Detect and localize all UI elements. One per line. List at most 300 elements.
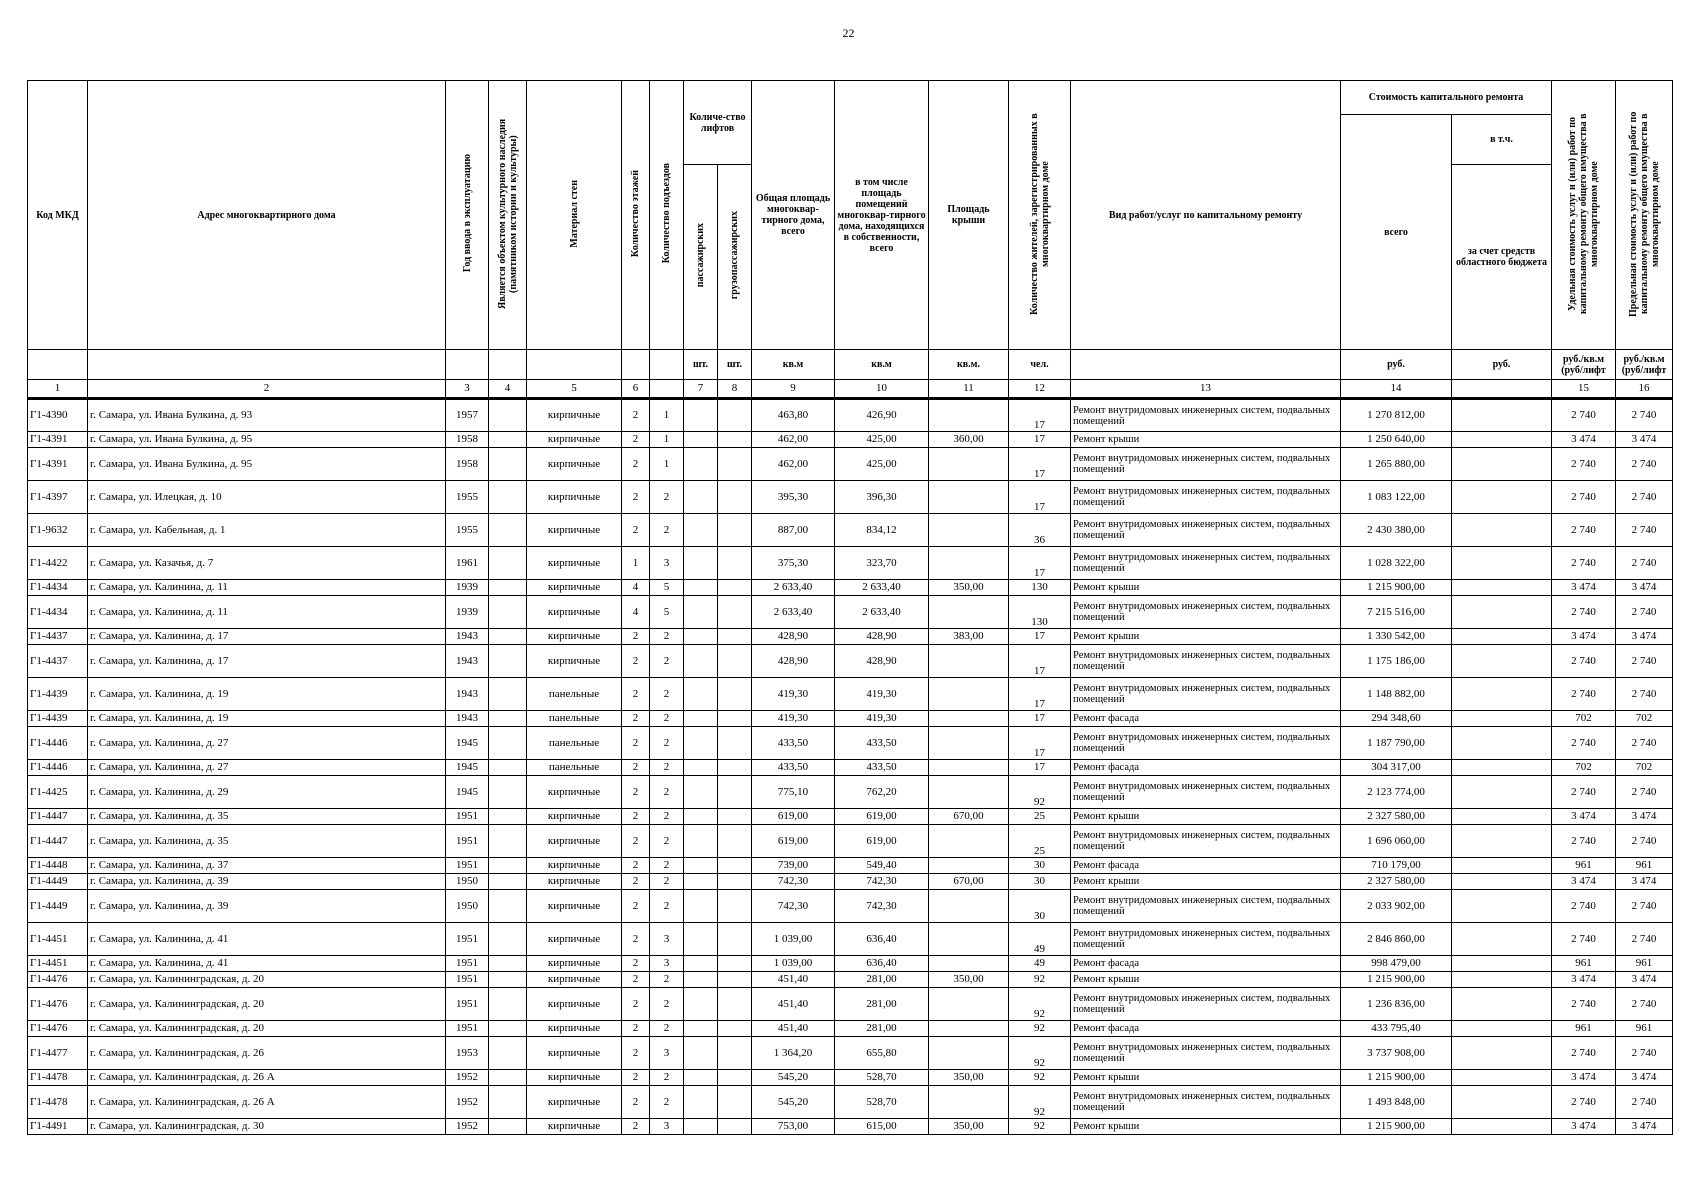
table-body [28,399,1673,1135]
cell-roof: 350,00 [929,580,1009,596]
cell-empty [684,678,718,711]
cell-wall: кирпичные [527,776,622,809]
cell-year: 1945 [446,776,489,809]
cell-empty [1452,1021,1552,1037]
page-number: 22 [842,26,855,40]
cell-ent: 2 [650,988,684,1021]
cell-empty [718,1119,752,1135]
cell-work: Ремонт крыши [1071,972,1341,988]
cell-empty [718,988,752,1021]
cell-wall: панельные [527,711,622,727]
cell-empty [718,874,752,890]
cell-year: 1957 [446,399,489,432]
cell-addr: г. Самара, ул. Казачья, д. 7 [88,547,446,580]
cell-year: 1958 [446,448,489,481]
cell-fl: 2 [622,776,650,809]
cell-roof [929,760,1009,776]
cell-l: 3 474 [1616,972,1673,988]
cell-empty [489,514,527,547]
cell-u: 702 [1552,760,1616,776]
cell-code: Г1-4391 [28,432,88,448]
cell-own: 433,50 [835,760,929,776]
cell-empty [684,890,718,923]
cell-roof [929,890,1009,923]
cell-u: 3 474 [1552,874,1616,890]
cell-ent: 3 [650,956,684,972]
cell-l: 3 474 [1616,629,1673,645]
cell-code: Г1-4390 [28,399,88,432]
cell-year: 1951 [446,858,489,874]
table-row [28,678,1673,711]
cell-u: 961 [1552,956,1616,972]
cell-l: 2 740 [1616,448,1673,481]
cell-empty [684,1037,718,1070]
cell-work: Ремонт внутридомовых инженерных систем, подвальных помещений [1071,727,1341,760]
header-cost-total: всего [1341,115,1452,350]
table-row [28,448,1673,481]
cell-work: Ремонт фасада [1071,956,1341,972]
cell-u: 2 740 [1552,776,1616,809]
cell-empty [1452,988,1552,1021]
table-row [28,580,1673,596]
cell-l: 2 740 [1616,727,1673,760]
cell-area: 419,30 [752,711,835,727]
cell-empty [718,727,752,760]
cell-roof [929,858,1009,874]
cell-u: 2 740 [1552,448,1616,481]
column-number: 9 [752,380,835,399]
cell-u: 961 [1552,858,1616,874]
cell-empty [489,972,527,988]
header-roof-area: Площадь крыши [929,81,1009,350]
cell-work: Ремонт крыши [1071,580,1341,596]
cell-res: 130 [1009,580,1071,596]
cell-area: 419,30 [752,678,835,711]
cell-wall: кирпичные [527,547,622,580]
cell-l: 3 474 [1616,580,1673,596]
cell-area: 739,00 [752,858,835,874]
cell-l: 702 [1616,711,1673,727]
cell-l: 702 [1616,760,1673,776]
cell-empty [684,874,718,890]
cell-cost: 3 737 908,00 [1341,1037,1452,1070]
table-row [28,825,1673,858]
cell-l: 961 [1616,956,1673,972]
cell-code: Г1-4476 [28,988,88,1021]
cell-addr: г. Самара, ул. Калинина, д. 39 [88,874,446,890]
cell-own: 396,30 [835,481,929,514]
cell-roof: 670,00 [929,874,1009,890]
cell-addr: г. Самара, ул. Калининградская, д. 20 [88,972,446,988]
cell-u: 3 474 [1552,1119,1616,1135]
cell-area: 1 039,00 [752,923,835,956]
table-row [28,1070,1673,1086]
cell-l: 961 [1616,1021,1673,1037]
cell-work: Ремонт крыши [1071,874,1341,890]
cell-wall: кирпичные [527,972,622,988]
cell-empty [684,858,718,874]
cell-res: 92 [1009,1070,1071,1086]
cell-year: 1943 [446,645,489,678]
cell-ent: 1 [650,432,684,448]
cell-empty [718,1070,752,1086]
header-cost-incl: в т.ч. [1452,115,1552,165]
cell-empty [1452,776,1552,809]
cell-empty [1452,760,1552,776]
cell-work: Ремонт внутридомовых инженерных систем, подвальных помещений [1071,645,1341,678]
cell-work: Ремонт крыши [1071,809,1341,825]
cell-code: Г1-4447 [28,825,88,858]
cell-roof: 350,00 [929,972,1009,988]
cell-fl: 2 [622,1086,650,1119]
cell-year: 1939 [446,596,489,629]
cell-u: 702 [1552,711,1616,727]
cell-wall: кирпичные [527,399,622,432]
table-row [28,645,1673,678]
table-row [28,1037,1673,1070]
cell-empty [718,645,752,678]
cell-empty [684,1070,718,1086]
cell-u: 2 740 [1552,890,1616,923]
cell-addr: г. Самара, ул. Калининградская, д. 30 [88,1119,446,1135]
cell-roof [929,776,1009,809]
cell-roof: 670,00 [929,809,1009,825]
cell-cost: 1 148 882,00 [1341,678,1452,711]
cell-work: Ремонт фасада [1071,858,1341,874]
cell-u: 2 740 [1552,678,1616,711]
header-address: Адрес многоквартирного дома [88,81,446,350]
cell-cost: 1 330 542,00 [1341,629,1452,645]
cell-empty [489,890,527,923]
cell-fl: 2 [622,481,650,514]
cell-cost: 1 215 900,00 [1341,1070,1452,1086]
cell-wall: кирпичные [527,1037,622,1070]
cell-area: 433,50 [752,760,835,776]
cell-ent: 2 [650,645,684,678]
cell-empty [489,629,527,645]
cell-u: 2 740 [1552,596,1616,629]
cell-code: Г1-9632 [28,514,88,547]
cell-addr: г. Самара, ул. Калинина, д. 19 [88,711,446,727]
cell-cost: 1 215 900,00 [1341,972,1452,988]
cell-wall: кирпичные [527,629,622,645]
cell-empty [1452,432,1552,448]
cell-area: 753,00 [752,1119,835,1135]
cell-work: Ремонт внутридомовых инженерных систем, подвальных помещений [1071,825,1341,858]
cell-area: 545,20 [752,1086,835,1119]
cell-roof [929,645,1009,678]
unit-sqm: кв.м [835,350,929,380]
table-row [28,711,1673,727]
cell-own: 636,40 [835,956,929,972]
cell-fl: 2 [622,448,650,481]
cell-year: 1952 [446,1119,489,1135]
cell-wall: кирпичные [527,858,622,874]
cell-roof: 360,00 [929,432,1009,448]
table-row [28,988,1673,1021]
column-number: 1 [28,380,88,399]
cell-ent: 2 [650,678,684,711]
cell-empty [489,1021,527,1037]
cell-own: 655,80 [835,1037,929,1070]
cell-roof: 383,00 [929,629,1009,645]
cell-own: 636,40 [835,923,929,956]
cell-empty [489,727,527,760]
cell-work: Ремонт внутридомовых инженерных систем, подвальных помещений [1071,448,1341,481]
cell-year: 1953 [446,1037,489,1070]
cell-work: Ремонт внутридомовых инженерных систем, подвальных помещений [1071,890,1341,923]
cell-roof: 350,00 [929,1070,1009,1086]
cell-empty [489,580,527,596]
cell-cost: 1 215 900,00 [1341,580,1452,596]
cell-work: Ремонт внутридомовых инженерных систем, подвальных помещений [1071,596,1341,629]
cell-empty [684,956,718,972]
cell-addr: г. Самара, ул. Калининградская, д. 20 [88,1021,446,1037]
cell-res: 25 [1009,809,1071,825]
cell-ent: 2 [650,1086,684,1119]
cell-addr: г. Самара, ул. Калинина, д. 27 [88,727,446,760]
cell-area: 428,90 [752,629,835,645]
cell-empty [489,760,527,776]
cell-empty [489,399,527,432]
column-number: 13 [1071,380,1341,399]
cell-roof [929,678,1009,711]
column-number: 6 [622,380,650,399]
cell-empty [489,711,527,727]
header-lifts: Количе-ство лифтов [684,81,752,165]
cell-own: 742,30 [835,874,929,890]
table-row [28,1119,1673,1135]
cell-addr: г. Самара, ул. Калинина, д. 41 [88,923,446,956]
cell-empty [718,596,752,629]
cell-fl: 2 [622,711,650,727]
cell-empty [1452,890,1552,923]
table-row [28,547,1673,580]
cell-res: 17 [1009,432,1071,448]
cell-area: 428,90 [752,645,835,678]
cell-code: Г1-4449 [28,874,88,890]
cell-code: Г1-4451 [28,923,88,956]
cell-empty [718,956,752,972]
cell-year: 1951 [446,1021,489,1037]
cell-area: 451,40 [752,988,835,1021]
cell-empty [489,678,527,711]
cell-empty [718,890,752,923]
cell-addr: г. Самара, ул. Калинина, д. 39 [88,890,446,923]
cell-cost: 1 250 640,00 [1341,432,1452,448]
cell-fl: 4 [622,580,650,596]
cell-roof [929,1021,1009,1037]
cell-empty [684,1086,718,1119]
cell-roof [929,514,1009,547]
table-header [28,81,1673,399]
cell-l: 961 [1616,858,1673,874]
cell-own: 425,00 [835,432,929,448]
cell-year: 1943 [446,711,489,727]
cell-l: 2 740 [1616,678,1673,711]
cell-res: 17 [1009,678,1071,711]
cell-addr: г. Самара, ул. Илецкая, д. 10 [88,481,446,514]
cell-empty [489,1037,527,1070]
cell-u: 3 474 [1552,432,1616,448]
cell-empty [489,776,527,809]
unit-rub: руб. [1341,350,1452,380]
cell-empty [1452,1119,1552,1135]
cell-empty [489,547,527,580]
cell-fl: 2 [622,923,650,956]
cell-year: 1951 [446,972,489,988]
cell-roof [929,481,1009,514]
header-limit-cost: Предельная стоимость услуг и (или) работ по капитальному ремонту общего имущества в многоквартирном доме [1627,110,1661,317]
cell-addr: г. Самара, ул. Калининградская, д. 26 А [88,1070,446,1086]
cell-work: Ремонт внутридомовых инженерных систем, подвальных помещений [1071,1037,1341,1070]
table-row [28,432,1673,448]
cell-empty [684,923,718,956]
cell-cost: 2 327 580,00 [1341,809,1452,825]
cell-wall: панельные [527,760,622,776]
cell-work: Ремонт крыши [1071,1119,1341,1135]
cell-empty [684,1021,718,1037]
cell-area: 462,00 [752,448,835,481]
cell-work: Ремонт внутридомовых инженерных систем, подвальных помещений [1071,923,1341,956]
cell-addr: г. Самара, ул. Калинина, д. 11 [88,580,446,596]
cell-fl: 2 [622,727,650,760]
column-number: 4 [489,380,527,399]
cell-own: 425,00 [835,448,929,481]
cell-year: 1952 [446,1086,489,1119]
cell-res: 30 [1009,874,1071,890]
cell-empty [684,825,718,858]
cell-year: 1955 [446,514,489,547]
cell-wall: кирпичные [527,890,622,923]
cell-empty [489,956,527,972]
cell-empty [489,988,527,1021]
cell-fl: 2 [622,645,650,678]
cell-empty [1452,629,1552,645]
cell-year: 1951 [446,825,489,858]
cell-l: 2 740 [1616,1086,1673,1119]
cell-addr: г. Самара, ул. Калинина, д. 35 [88,809,446,825]
cell-addr: г. Самара, ул. Калинина, д. 37 [88,858,446,874]
cell-area: 463,80 [752,399,835,432]
cell-res: 92 [1009,972,1071,988]
cell-own: 2 633,40 [835,580,929,596]
cell-fl: 2 [622,956,650,972]
cell-ent: 2 [650,972,684,988]
cell-empty [718,678,752,711]
cell-empty [1452,580,1552,596]
cell-code: Г1-4437 [28,629,88,645]
cell-empty [1452,547,1552,580]
cell-empty [718,580,752,596]
cell-work: Ремонт крыши [1071,432,1341,448]
header-entrances: Количество подъездов [661,163,672,264]
header-residents: Количество жителей, зарегистрированных в многоквартирном доме [1028,112,1051,315]
cell-roof [929,1037,1009,1070]
cell-own: 762,20 [835,776,929,809]
cell-res: 17 [1009,760,1071,776]
header-floors: Количество этажей [630,169,641,258]
cell-ent: 2 [650,481,684,514]
cell-empty [684,629,718,645]
cell-res: 36 [1009,514,1071,547]
column-number: 15 [1552,380,1616,399]
cell-own: 428,90 [835,629,929,645]
cell-empty [684,760,718,776]
cell-year: 1950 [446,874,489,890]
cell-empty [684,580,718,596]
cell-wall: кирпичные [527,645,622,678]
cell-own: 426,90 [835,399,929,432]
column-numbers-row [28,380,1673,399]
cell-wall: кирпичные [527,825,622,858]
cell-l: 2 740 [1616,514,1673,547]
cell-empty [489,874,527,890]
cell-ent: 3 [650,1037,684,1070]
cell-cost: 1 270 812,00 [1341,399,1452,432]
cell-own: 281,00 [835,1021,929,1037]
cell-empty [1452,448,1552,481]
cell-empty [718,776,752,809]
cell-empty [718,825,752,858]
cell-wall: кирпичные [527,874,622,890]
cell-cost: 1 215 900,00 [1341,1119,1452,1135]
unit-rub: руб. [1452,350,1552,380]
cell-empty [1452,399,1552,432]
cell-fl: 2 [622,514,650,547]
cell-ent: 2 [650,890,684,923]
cell-empty [684,1119,718,1135]
table-row [28,481,1673,514]
cell-ent: 3 [650,1119,684,1135]
cell-fl: 2 [622,760,650,776]
cell-code: Г1-4478 [28,1086,88,1119]
cell-cost: 2 033 902,00 [1341,890,1452,923]
cell-empty [489,858,527,874]
cell-year: 1958 [446,432,489,448]
cell-l: 3 474 [1616,809,1673,825]
cell-addr: г. Самара, ул. Калининградская, д. 20 [88,988,446,1021]
cell-empty [718,448,752,481]
cell-code: Г1-4446 [28,760,88,776]
cell-fl: 2 [622,988,650,1021]
cell-own: 834,12 [835,514,929,547]
cell-empty [1452,727,1552,760]
cell-area: 1 364,20 [752,1037,835,1070]
cell-work: Ремонт внутридомовых инженерных систем, подвальных помещений [1071,988,1341,1021]
cell-empty [1452,514,1552,547]
cell-own: 615,00 [835,1119,929,1135]
cell-area: 887,00 [752,514,835,547]
cell-cost: 1 175 186,00 [1341,645,1452,678]
cell-wall: кирпичные [527,514,622,547]
cell-ent: 2 [650,776,684,809]
cell-addr: г. Самара, ул. Калинина, д. 19 [88,678,446,711]
cell-roof: 350,00 [929,1119,1009,1135]
unit-sqm: кв.м [752,350,835,380]
cell-roof [929,448,1009,481]
cell-empty [1452,858,1552,874]
cell-addr: г. Самара, ул. Калининградская, д. 26 А [88,1086,446,1119]
cell-l: 2 740 [1616,547,1673,580]
cell-l: 3 474 [1616,1070,1673,1086]
cell-empty [489,645,527,678]
cell-code: Г1-4476 [28,972,88,988]
cell-area: 451,40 [752,1021,835,1037]
capital-repair-table [27,80,1673,1135]
cell-res: 92 [1009,1119,1071,1135]
cell-fl: 2 [622,1037,650,1070]
